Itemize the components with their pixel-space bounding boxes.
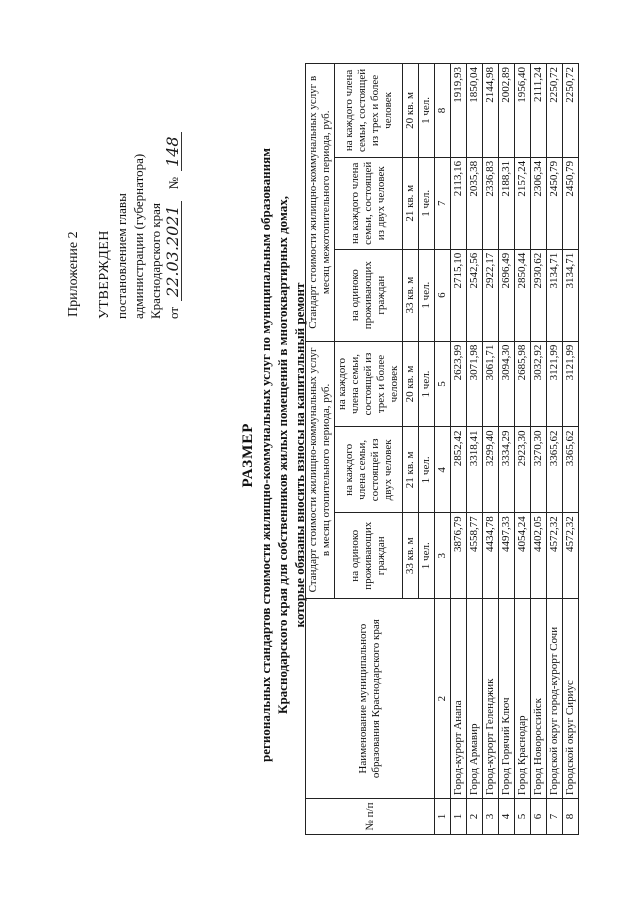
value-cell: 2188,31 [499, 157, 515, 249]
header-row-group [306, 64, 335, 835]
col-index: 2 [435, 599, 451, 799]
col-index: 4 [435, 427, 451, 513]
title-main: РАЗМЕР [240, 422, 256, 488]
value-cell: 2850,44 [515, 249, 531, 341]
municipality-name: Город Краснодар [515, 599, 531, 799]
value-cell: 4497,33 [499, 513, 515, 599]
value-cell: 2250,72 [563, 64, 579, 158]
value-cell: 2696,49 [499, 249, 515, 341]
municipality-name: Город Горячий Ключ [499, 599, 515, 799]
value-cell: 3134,71 [563, 249, 579, 341]
row-number: 4 [499, 799, 515, 835]
value-cell: 2623,99 [451, 341, 467, 427]
value-cell: 2715,10 [451, 249, 467, 341]
col-index: 8 [435, 64, 451, 158]
value-cell: 2922,17 [483, 249, 499, 341]
value-cell: 3270,30 [531, 427, 547, 513]
municipality-name: Городской округ город-курорт Сочи [547, 599, 563, 799]
value-cell: 3334,29 [499, 427, 515, 513]
table-row [467, 64, 483, 835]
standards-table [305, 63, 579, 835]
col-index: 1 [435, 799, 451, 835]
table-row [531, 64, 547, 835]
value-cell: 3032,92 [531, 341, 547, 427]
value-cell: 2035,38 [467, 157, 483, 249]
value-cell: 1919,93 [451, 64, 467, 158]
row-number: 2 [467, 799, 483, 835]
row-number: 3 [483, 799, 499, 835]
value-cell: 2685,98 [515, 341, 531, 427]
persons-cell: 1 чел. [419, 427, 435, 513]
subheader: на одиноко проживающих граждан [335, 513, 403, 599]
approval-line: Краснодарского края [148, 203, 163, 319]
area-cell: 21 кв. м [403, 427, 419, 513]
area-cell: 33 кв. м [403, 513, 419, 599]
area-cell: 20 кв. м [403, 64, 419, 158]
approval-line: постановлением главы [114, 193, 129, 319]
value-cell: 4558,77 [467, 513, 483, 599]
table-row [547, 64, 563, 835]
municipality-name: Город-курорт Геленджик [483, 599, 499, 799]
value-cell: 3071,98 [467, 341, 483, 427]
value-cell: 3876,79 [451, 513, 467, 599]
subheader: на каждого члена семьи, состоящей из трех и более человек [335, 341, 403, 427]
table-row [451, 64, 467, 835]
subheader: на каждого члена семьи, состоящей из двух человек [335, 427, 403, 513]
table-row [499, 64, 515, 835]
table-row [483, 64, 499, 835]
subheader: на каждого члена семьи, состоящей из трех и более человек [335, 64, 403, 158]
document-title [240, 145, 308, 765]
value-cell: 2852,42 [451, 427, 467, 513]
approval-heading: УТВЕРЖДЕН [97, 230, 112, 319]
value-cell: 2450,79 [547, 157, 563, 249]
header-num: № п/п [306, 799, 435, 835]
value-cell: 2336,83 [483, 157, 499, 249]
value-cell: 3061,71 [483, 341, 499, 427]
municipality-name: Город Новороссийск [531, 599, 547, 799]
value-cell: 2306,34 [531, 157, 547, 249]
value-cell: 2923,30 [515, 427, 531, 513]
appendix-label: Приложение 2 [66, 231, 81, 317]
value-cell: 2250,72 [547, 64, 563, 158]
persons-cell: 1 чел. [419, 341, 435, 427]
municipality-name: Город Армавир [467, 599, 483, 799]
value-cell: 3299,40 [483, 427, 499, 513]
value-cell: 2002,89 [499, 64, 515, 158]
value-cell: 1850,04 [467, 64, 483, 158]
value-cell: 3121,99 [547, 341, 563, 427]
approval-stamp [96, 59, 182, 319]
value-cell: 4402,05 [531, 513, 547, 599]
header-nonheating: Стандарт стоимости жилищно-коммунальных услуг в месяц межотопительного периода, руб. [306, 64, 335, 342]
header-heating: Стандарт стоимости жилищно-коммунальных услуг в месяц отопительного периода, руб. [306, 341, 335, 599]
value-cell: 2157,24 [515, 157, 531, 249]
value-cell: 3094,30 [499, 341, 515, 427]
title-sub-line: которые обязаны вносить взносы на капитальный ремонт [292, 282, 307, 628]
date-prefix: от [166, 306, 181, 319]
row-number: 5 [515, 799, 531, 835]
handwritten-number: 148 [164, 132, 182, 171]
persons-cell: 1 чел. [419, 157, 435, 249]
area-cell: 33 кв. м [403, 249, 419, 341]
municipality-name: Городской округ Сириус [563, 599, 579, 799]
persons-cell: 1 чел. [419, 513, 435, 599]
number-label: № [166, 176, 181, 190]
persons-cell: 1 чел. [419, 64, 435, 158]
column-index-row [435, 64, 451, 835]
row-number: 8 [563, 799, 579, 835]
value-cell: 4572,32 [547, 513, 563, 599]
value-cell: 4434,78 [483, 513, 499, 599]
value-cell: 2111,24 [531, 64, 547, 158]
value-cell: 2542,56 [467, 249, 483, 341]
municipality-name: Город-курорт Анапа [451, 599, 467, 799]
title-sub-line: региональных стандартов стоимости жилищно-коммунальных услуг по муниципальным образованиям [258, 148, 273, 762]
value-cell: 3318,41 [467, 427, 483, 513]
title-sub-line: Краснодарского края для собственников жилых помещений в многоквартирных домах, [275, 196, 290, 714]
table-row [563, 64, 579, 835]
value-cell: 4054,24 [515, 513, 531, 599]
col-index: 7 [435, 157, 451, 249]
table-row [515, 64, 531, 835]
col-index: 6 [435, 249, 451, 341]
value-cell: 2144,98 [483, 64, 499, 158]
approval-line: администрации (губернатора) [131, 153, 146, 319]
row-number: 7 [547, 799, 563, 835]
row-number: 1 [451, 799, 467, 835]
approval-date-row [164, 59, 182, 319]
value-cell: 3121,99 [563, 341, 579, 427]
area-cell: 21 кв. м [403, 157, 419, 249]
value-cell: 2113,16 [451, 157, 467, 249]
col-index: 5 [435, 341, 451, 427]
value-cell: 4572,32 [563, 513, 579, 599]
value-cell: 1956,40 [515, 64, 531, 158]
subheader: на каждого члена семьи, состоящей из двух человек [335, 157, 403, 249]
value-cell: 3134,71 [547, 249, 563, 341]
area-cell: 20 кв. м [403, 341, 419, 427]
row-number: 6 [531, 799, 547, 835]
subheader: на одиноко проживающих граждан [335, 249, 403, 341]
header-name: Наименование муниципального образования Краснодарского края [306, 599, 435, 799]
value-cell: 2450,79 [563, 157, 579, 249]
value-cell: 3365,62 [563, 427, 579, 513]
persons-cell: 1 чел. [419, 249, 435, 341]
handwritten-date: 22.03.2021 [164, 201, 182, 301]
value-cell: 2930,62 [531, 249, 547, 341]
value-cell: 3365,62 [547, 427, 563, 513]
col-index: 3 [435, 513, 451, 599]
